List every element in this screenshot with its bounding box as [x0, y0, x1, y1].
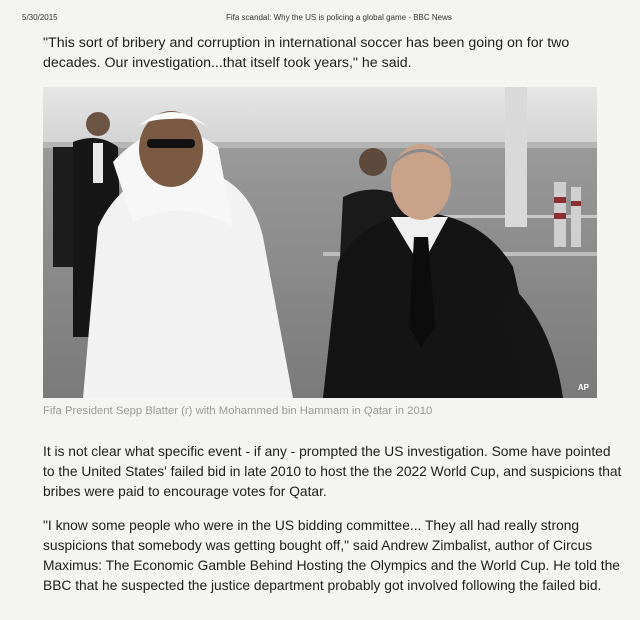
print-date: 5/30/2015 — [22, 13, 58, 22]
article-photo — [43, 87, 597, 398]
photo-caption: Fifa President Sepp Blatter (r) with Mohammed bin Hammam in Qatar in 2010 — [43, 405, 433, 417]
article-paragraph: "I know some people who were in the US bidding committee... They all had really strong suspicions that somebody was getting bought off," said Andrew Zimbalist, author of Circus Maximus: The Economic Gamble Behind Hosting the Olympics and the World Cup. He told the BBC that he suspected the justice department probably got involved following the failed bid. — [43, 518, 620, 593]
article-quote: "This sort of bribery and corruption in international soccer has been going on for two decades. Our investigation...that itself took years," he said. — [43, 35, 570, 71]
photo-illustration — [43, 87, 597, 398]
print-page-title: Fifa scandal: Why the US is policing a global game - BBC News — [226, 13, 452, 22]
article-paragraph: It is not clear what specific event - if any - prompted the US investigation. Some have pointed to the United States' failed bid in late 2010 to host the the 2022 World Cup, and suspicions that bribes were paid to encourage votes for Qatar. — [43, 444, 622, 499]
photo-credit-ap: AP — [577, 383, 589, 392]
